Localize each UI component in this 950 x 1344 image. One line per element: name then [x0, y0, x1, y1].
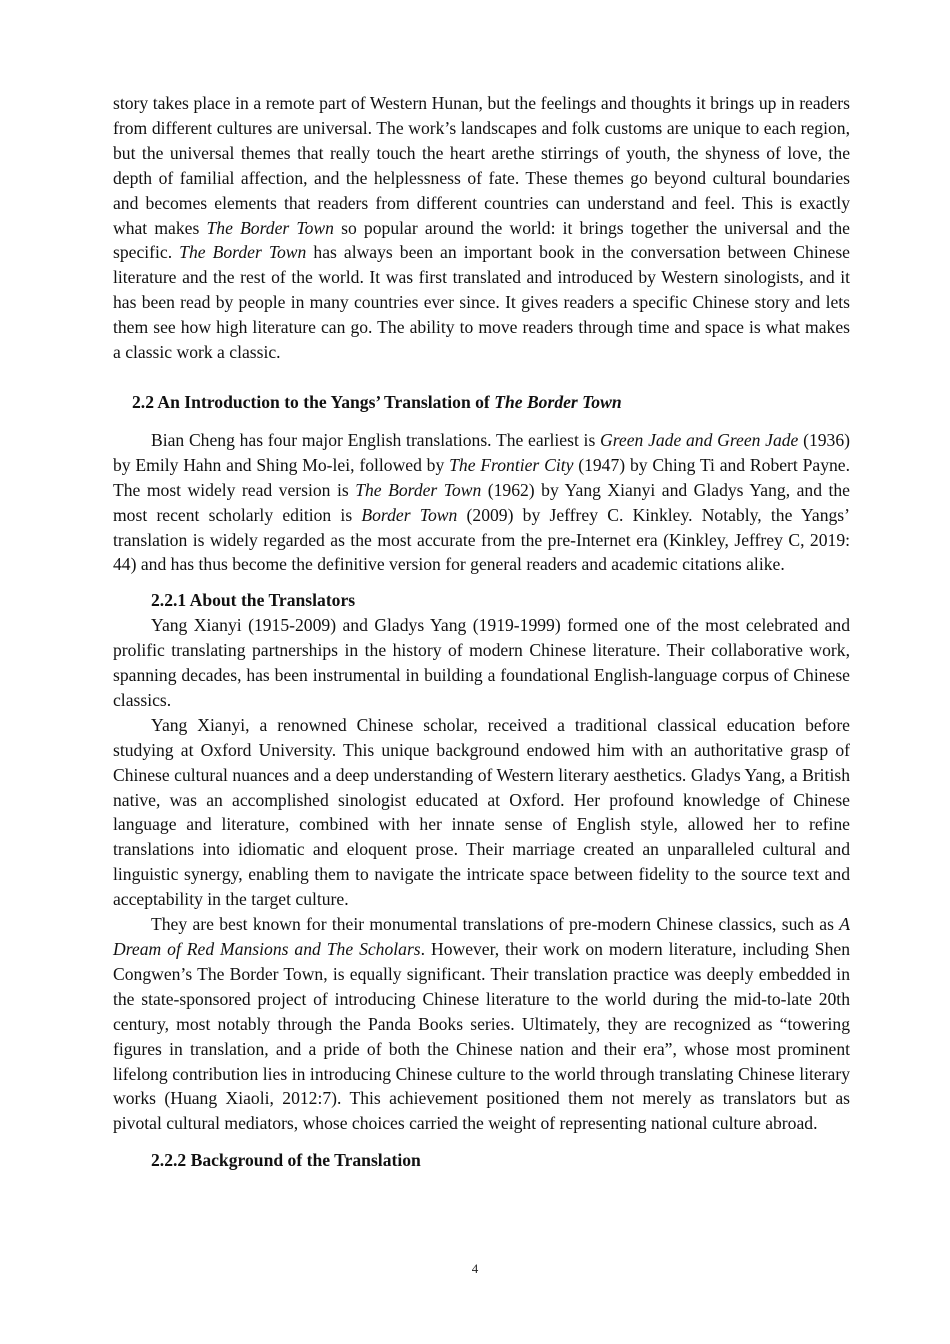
- text-run: so popular around the world: it brings together the universal and the specific.: [113, 217, 850, 263]
- translators-paragraph-2: Yang Xianyi, a renowned Chinese scholar, received a traditional classical education before studying at Oxford University. This unique background endowed him with an authoritative grasp of Chinese cultural nuances and a deep understanding of Western literary aesthetics. Gladys Yang, a British native, was an accomplished sinologist educated at Oxford. Her profound knowledge of Chinese language and literature, combined with her innate sense of English style, allowed her to refine translations into idiomatic and eloquent prose. Their marriage created an unparalleled cultural and linguistic synergy, enabling them to navigate the intricate space between fidelity to the source text and acceptability in the target culture.: [113, 714, 850, 910]
- translators-paragraph-3: [113, 912, 850, 1136]
- page-number: 4: [471, 1261, 479, 1276]
- section-heading-2-2-2: 2.2.2 Background of the Translation: [151, 1150, 421, 1171]
- section-heading-2-2: [113, 390, 850, 415]
- book-title: The Border Town: [355, 479, 482, 500]
- section-heading-2-2-1: 2.2.1 About the Translators: [151, 590, 356, 611]
- book-title: Green Jade and Green Jade: [600, 429, 799, 450]
- book-title: Border Town: [361, 504, 458, 525]
- text-run: (2009) by Jeffrey C. Kinkley. Notably, the Yangs’ translation is widely regarded as the most accurate from the pre-Internet era (Kinkley, Jeffrey C, 2019: 44) and has thus become the definitive version for general readers and academic citations alike.: [113, 504, 850, 575]
- intro-paragraph: [113, 91, 850, 365]
- text-run: . However, their work on modern literature, including Shen Congwen’s The Border Town, is equally significant. Their translation practice was deeply embedded in the state-sponsored project of introducing Chinese literature to the world during the mid-to-late 20th century, most notably through the Panda Books series. Ultimately, they are recognized as “towering figures in translation, and a pride of both the Chinese nation and their era”, whose most prominent lifelong contribution lies in introducing Chinese culture to the world through translating Chinese literary works (Huang Xiaoli, 2012:7). This achievement positioned them not merely as translators but as pivotal cultural mediators, whose choices carried the weight of representing national culture abroad.: [113, 939, 850, 1134]
- text-run: (1936) by Emily Hahn and Shing Mo-lei, followed by: [113, 429, 850, 475]
- translations-paragraph: [113, 428, 850, 577]
- document-page: [113, 91, 850, 1173]
- book-title: The Border Town: [206, 217, 334, 238]
- book-title: The Frontier City: [449, 454, 574, 475]
- book-title: A Dream of Red Mansions and The Scholars: [113, 914, 850, 959]
- heading-text: 2.2 An Introduction to the Yangs’ Translation of: [132, 391, 495, 412]
- heading-book-title: The Border Town: [494, 391, 622, 412]
- text-run: story takes place in a remote part of Western Hunan, but the feelings and thoughts it brings up in readers from different cultures are universal. The work’s landscapes and folk customs are unique to each region, but the universal themes that really touch the heart arethe stirrings of youth, the shyness of love, the depth of familial affection, and the helplessness of fate. These themes go beyond cultural boundaries and becomes elements that readers from different countries can understand and feel. This is exactly what makes: [113, 93, 850, 238]
- text-run: (1947) by Ching Ti and Robert Payne. The most widely read version is: [113, 454, 851, 500]
- text-run: (1962) by Yang Xianyi and Gladys Yang, and the most recent scholarly edition is: [113, 479, 850, 525]
- book-title: The Border Town: [179, 242, 307, 263]
- translators-paragraph-1: Yang Xianyi (1915-2009) and Gladys Yang (1919-1999) formed one of the most celebrated and prolific translating partnerships in the history of modern Chinese literature. Their collaborative work, spanning decades, has been instrumental in building a foundational English-language corpus of Chinese classics.: [113, 615, 850, 710]
- text-run: They are best known for their monumental translations of pre-modern Chinese classics, such as: [151, 914, 840, 935]
- text-run: Bian Cheng has four major English translations. The earliest is: [151, 429, 601, 450]
- text-run: has always been an important book in the conversation between Chinese literature and the rest of the world. It was first translated and introduced by Western sinologists, and it has been read by people in many countries ever since. It gives readers a specific Chinese story and lets them see how high literature can go. The ability to move readers through time and space is what makes a classic work a classic.: [113, 242, 850, 363]
